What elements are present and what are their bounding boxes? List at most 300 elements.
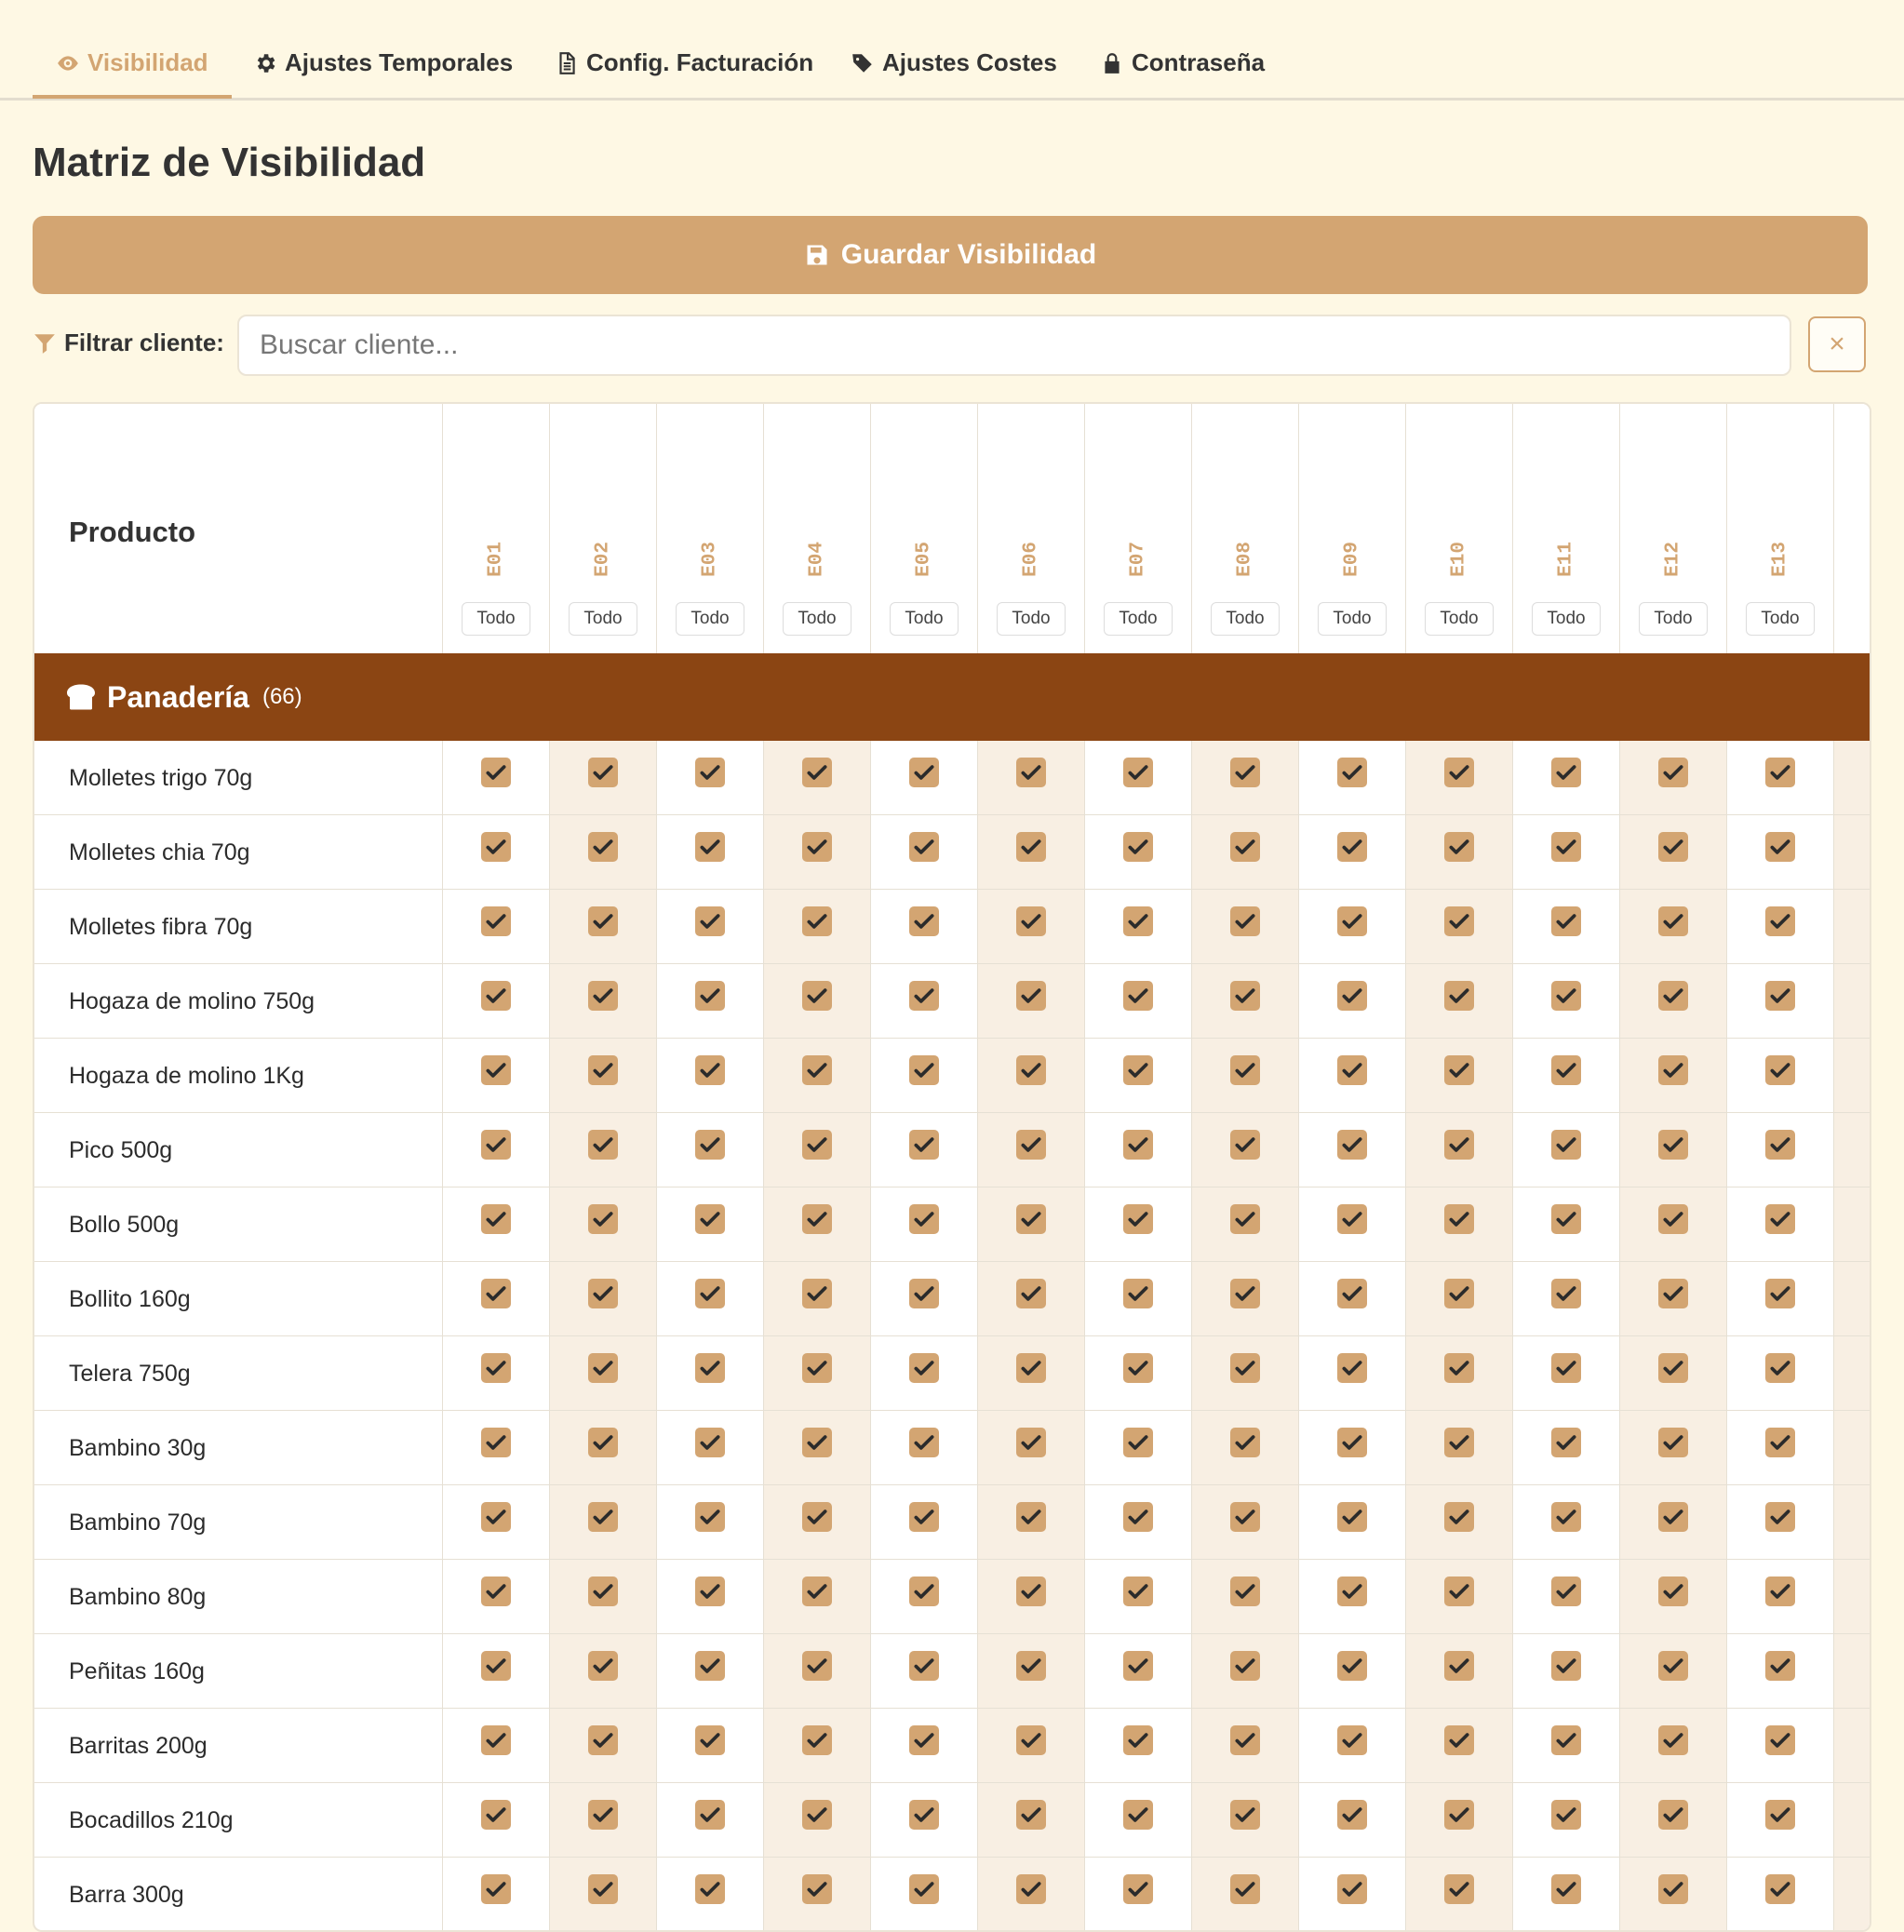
column-header-e03: [656, 404, 763, 653]
visibility-checkbox[interactable]: [909, 1279, 939, 1308]
product-name: Molletes trigo 70g: [69, 765, 253, 791]
visibility-checkbox[interactable]: [1551, 1204, 1581, 1234]
check-icon: [1768, 1430, 1792, 1455]
check-icon: [1661, 1505, 1685, 1529]
check-icon: [1340, 1877, 1364, 1901]
visibility-checkbox[interactable]: [1658, 832, 1688, 862]
visibility-checkbox[interactable]: [909, 1204, 939, 1234]
visibility-checkbox[interactable]: [1016, 1055, 1046, 1085]
visibility-checkbox[interactable]: [1016, 1279, 1046, 1308]
visibility-checkbox[interactable]: [1658, 1651, 1688, 1681]
visibility-checkbox[interactable]: [1123, 1279, 1153, 1308]
check-icon: [805, 1877, 829, 1901]
visibility-checkbox[interactable]: [802, 758, 832, 787]
visibility-checkbox[interactable]: [1765, 1576, 1795, 1606]
check-icon: [1019, 1505, 1043, 1529]
check-icon: [1233, 1877, 1257, 1901]
visibility-checkbox[interactable]: [1123, 906, 1153, 936]
visibility-checkbox[interactable]: [1551, 1502, 1581, 1532]
visibility-checkbox[interactable]: [695, 832, 725, 862]
check-icon: [912, 835, 936, 859]
visibility-checkbox[interactable]: [1016, 1576, 1046, 1606]
visibility-checkbox[interactable]: [1337, 758, 1367, 787]
visibility-checkbox[interactable]: [481, 1055, 511, 1085]
visibility-checkbox[interactable]: [1765, 832, 1795, 862]
check-icon: [1233, 1207, 1257, 1231]
check-icon: [1340, 1133, 1364, 1157]
visibility-checkbox[interactable]: [588, 906, 618, 936]
check-icon: [805, 1207, 829, 1231]
column-code: E02: [592, 542, 614, 577]
visibility-checkbox[interactable]: [481, 1353, 511, 1383]
visibility-checkbox[interactable]: [1551, 1651, 1581, 1681]
check-icon: [1554, 760, 1578, 785]
check-icon: [1661, 1728, 1685, 1752]
visibility-checkbox[interactable]: [695, 981, 725, 1011]
visibility-checkbox[interactable]: [1658, 1279, 1688, 1308]
check-icon: [1233, 1430, 1257, 1455]
visibility-checkbox[interactable]: [1230, 1800, 1260, 1830]
select-all-button[interactable]: Todo: [1532, 602, 1601, 636]
check-icon: [1340, 1058, 1364, 1082]
visibility-checkbox[interactable]: [1765, 1279, 1795, 1308]
visibility-checkbox[interactable]: [588, 1428, 618, 1457]
visibility-checkbox[interactable]: [1444, 832, 1474, 862]
visibility-checkbox[interactable]: [1123, 832, 1153, 862]
visibility-checkbox[interactable]: [481, 1428, 511, 1457]
visibility-checkbox[interactable]: [1230, 1204, 1260, 1234]
visibility-checkbox[interactable]: [1658, 1353, 1688, 1383]
visibility-checkbox[interactable]: [1123, 1353, 1153, 1383]
visibility-checkbox[interactable]: [588, 1055, 618, 1085]
visibility-checkbox[interactable]: [695, 1204, 725, 1234]
visibility-checkbox[interactable]: [1123, 758, 1153, 787]
visibility-checkbox[interactable]: [1444, 1651, 1474, 1681]
visibility-checkbox[interactable]: [1230, 1353, 1260, 1383]
visibility-checkbox[interactable]: [802, 1576, 832, 1606]
check-icon: [1661, 1654, 1685, 1678]
visibility-checkbox[interactable]: [1230, 1576, 1260, 1606]
visibility-checkbox[interactable]: [1765, 1502, 1795, 1532]
check-icon: [484, 1207, 508, 1231]
tab-ajustes-costes[interactable]: [851, 48, 1057, 77]
check-icon: [912, 1133, 936, 1157]
visibility-checkbox[interactable]: [481, 1651, 511, 1681]
visibility-checkbox[interactable]: [802, 1279, 832, 1308]
visibility-checkbox[interactable]: [695, 758, 725, 787]
visibility-checkbox[interactable]: [481, 1576, 511, 1606]
column-code: E07: [1127, 542, 1149, 577]
visibility-checkbox[interactable]: [481, 1204, 511, 1234]
check-icon: [1019, 1877, 1043, 1901]
visibility-checkbox[interactable]: [1123, 1055, 1153, 1085]
select-all-button[interactable]: Todo: [1318, 602, 1387, 636]
visibility-checkbox[interactable]: [909, 1800, 939, 1830]
visibility-checkbox[interactable]: [1658, 758, 1688, 787]
product-name: Bambino 70g: [69, 1509, 207, 1536]
visibility-checkbox[interactable]: [588, 1800, 618, 1830]
check-icon: [1554, 984, 1578, 1008]
visibility-checkbox[interactable]: [1551, 832, 1581, 862]
visibility-checkbox[interactable]: [588, 1576, 618, 1606]
check-icon: [912, 1728, 936, 1752]
visibility-checkbox[interactable]: [588, 1204, 618, 1234]
visibility-checkbox[interactable]: [1016, 1428, 1046, 1457]
visibility-checkbox[interactable]: [802, 1874, 832, 1904]
visibility-checkbox[interactable]: [1123, 1651, 1153, 1681]
check-icon: [1768, 760, 1792, 785]
visibility-checkbox[interactable]: [1444, 1874, 1474, 1904]
visibility-checkbox[interactable]: [1765, 1130, 1795, 1160]
check-icon: [1126, 760, 1150, 785]
client-search-input[interactable]: [237, 315, 1791, 376]
check-icon: [1233, 1579, 1257, 1603]
visibility-checkbox[interactable]: [1444, 981, 1474, 1011]
visibility-checkbox[interactable]: [1230, 1130, 1260, 1160]
check-icon: [1233, 1728, 1257, 1752]
visibility-checkbox[interactable]: [481, 1130, 511, 1160]
visibility-checkbox[interactable]: [695, 1279, 725, 1308]
visibility-checkbox[interactable]: [1230, 1874, 1260, 1904]
visibility-checkbox[interactable]: [1444, 1502, 1474, 1532]
visibility-checkbox[interactable]: [1016, 1725, 1046, 1755]
visibility-checkbox[interactable]: [1444, 1800, 1474, 1830]
visibility-checkbox[interactable]: [802, 1055, 832, 1085]
select-all-button[interactable]: Todo: [1639, 602, 1708, 636]
check-icon: [1126, 1133, 1150, 1157]
table-row: [34, 1113, 1870, 1187]
visibility-checkbox[interactable]: [1551, 1279, 1581, 1308]
visibility-checkbox[interactable]: [1551, 906, 1581, 936]
select-all-button[interactable]: Todo: [783, 602, 851, 636]
visibility-checkbox[interactable]: [695, 1800, 725, 1830]
visibility-checkbox[interactable]: [1016, 1353, 1046, 1383]
visibility-checkbox[interactable]: [481, 1725, 511, 1755]
visibility-checkbox[interactable]: [1123, 1800, 1153, 1830]
visibility-checkbox[interactable]: [1016, 1130, 1046, 1160]
select-all-button[interactable]: Todo: [1211, 602, 1280, 636]
category-row[interactable]: [34, 653, 1870, 741]
tab-config-facturacion[interactable]: [555, 48, 813, 77]
visibility-checkbox[interactable]: [802, 1502, 832, 1532]
visibility-checkbox[interactable]: [909, 1502, 939, 1532]
table-row: [34, 1411, 1870, 1485]
visibility-checkbox[interactable]: [695, 1353, 725, 1383]
visibility-checkbox[interactable]: [1658, 1055, 1688, 1085]
visibility-checkbox[interactable]: [1230, 1428, 1260, 1457]
visibility-checkbox[interactable]: [1551, 1800, 1581, 1830]
visibility-checkbox[interactable]: [1658, 981, 1688, 1011]
save-icon: [804, 242, 830, 268]
visibility-checkbox[interactable]: [481, 1279, 511, 1308]
visibility-checkbox[interactable]: [1765, 1204, 1795, 1234]
check-icon: [912, 760, 936, 785]
visibility-checkbox[interactable]: [1551, 1055, 1581, 1085]
select-all-button[interactable]: Todo: [997, 602, 1066, 636]
visibility-checkbox[interactable]: [588, 981, 618, 1011]
visibility-checkbox[interactable]: [695, 1130, 725, 1160]
select-all-button[interactable]: Todo: [569, 602, 637, 636]
table-row: [34, 1485, 1870, 1560]
check-icon: [1447, 1133, 1471, 1157]
visibility-checkbox[interactable]: [695, 1502, 725, 1532]
visibility-checkbox[interactable]: [1551, 1428, 1581, 1457]
visibility-checkbox[interactable]: [1230, 1055, 1260, 1085]
visibility-checkbox[interactable]: [802, 832, 832, 862]
visibility-checkbox[interactable]: [1658, 1800, 1688, 1830]
visibility-checkbox[interactable]: [1016, 981, 1046, 1011]
visibility-checkbox[interactable]: [1016, 1800, 1046, 1830]
visibility-checkbox[interactable]: [1337, 1130, 1367, 1160]
visibility-checkbox[interactable]: [481, 832, 511, 862]
visibility-checkbox[interactable]: [1123, 1576, 1153, 1606]
visibility-checkbox[interactable]: [1658, 1428, 1688, 1457]
table-row: [34, 1634, 1870, 1709]
visibility-checkbox[interactable]: [1230, 832, 1260, 862]
visibility-checkbox[interactable]: [802, 981, 832, 1011]
check-icon: [698, 984, 722, 1008]
tab-label: Contraseña: [1132, 48, 1266, 76]
visibility-checkbox[interactable]: [1337, 1800, 1367, 1830]
product-name: Barra 300g: [69, 1882, 184, 1908]
visibility-checkbox[interactable]: [1123, 981, 1153, 1011]
column-code: E12: [1662, 542, 1684, 577]
visibility-checkbox[interactable]: [1658, 1725, 1688, 1755]
visibility-checkbox[interactable]: [1765, 1800, 1795, 1830]
visibility-checkbox[interactable]: [481, 1800, 511, 1830]
check-icon: [484, 1579, 508, 1603]
visibility-checkbox[interactable]: [1765, 1725, 1795, 1755]
visibility-checkbox[interactable]: [1444, 1055, 1474, 1085]
check-icon: [591, 1207, 615, 1231]
visibility-checkbox[interactable]: [1444, 1279, 1474, 1308]
visibility-checkbox[interactable]: [1016, 1874, 1046, 1904]
visibility-checkbox[interactable]: [481, 981, 511, 1011]
visibility-checkbox[interactable]: [1444, 1130, 1474, 1160]
visibility-checkbox[interactable]: [1765, 981, 1795, 1011]
select-all-button[interactable]: Todo: [1104, 602, 1173, 636]
check-icon: [1126, 1728, 1150, 1752]
visibility-checkbox[interactable]: [802, 1800, 832, 1830]
visibility-checkbox[interactable]: [588, 1353, 618, 1383]
visibility-checkbox[interactable]: [909, 758, 939, 787]
visibility-checkbox[interactable]: [909, 1725, 939, 1755]
visibility-checkbox[interactable]: [802, 1725, 832, 1755]
visibility-checkbox[interactable]: [1444, 1204, 1474, 1234]
visibility-checkbox[interactable]: [1658, 1130, 1688, 1160]
visibility-checkbox[interactable]: [1551, 981, 1581, 1011]
select-all-button[interactable]: Todo: [890, 602, 959, 636]
visibility-checkbox[interactable]: [695, 906, 725, 936]
visibility-checkbox[interactable]: [1444, 906, 1474, 936]
visibility-checkbox[interactable]: [481, 1874, 511, 1904]
visibility-checkbox[interactable]: [1230, 1279, 1260, 1308]
visibility-checkbox[interactable]: [1230, 906, 1260, 936]
visibility-checkbox[interactable]: [802, 1130, 832, 1160]
visibility-checkbox[interactable]: [802, 1428, 832, 1457]
visibility-checkbox[interactable]: [695, 1428, 725, 1457]
visibility-checkbox[interactable]: [1337, 1055, 1367, 1085]
visibility-checkbox[interactable]: [695, 1651, 725, 1681]
visibility-checkbox[interactable]: [588, 1279, 618, 1308]
visibility-checkbox[interactable]: [1658, 1502, 1688, 1532]
check-icon: [1340, 1728, 1364, 1752]
visibility-checkbox[interactable]: [481, 906, 511, 936]
visibility-checkbox[interactable]: [1444, 1725, 1474, 1755]
save-visibility-button[interactable]: [33, 216, 1868, 294]
visibility-checkbox[interactable]: [1337, 1353, 1367, 1383]
visibility-checkbox[interactable]: [1765, 1428, 1795, 1457]
check-icon: [1233, 1505, 1257, 1529]
visibility-checkbox[interactable]: [1444, 1576, 1474, 1606]
check-icon: [591, 760, 615, 785]
visibility-checkbox[interactable]: [1658, 1874, 1688, 1904]
check-icon: [1340, 1654, 1364, 1678]
visibility-checkbox[interactable]: [1551, 1874, 1581, 1904]
visibility-checkbox[interactable]: [481, 758, 511, 787]
visibility-checkbox[interactable]: [588, 1725, 618, 1755]
check-icon: [1126, 1207, 1150, 1231]
visibility-checkbox[interactable]: [588, 832, 618, 862]
visibility-checkbox[interactable]: [1123, 1725, 1153, 1755]
visibility-checkbox[interactable]: [909, 1353, 939, 1383]
visibility-checkbox[interactable]: [1123, 1502, 1153, 1532]
tab-contrasena[interactable]: [1100, 48, 1265, 77]
check-icon: [591, 1430, 615, 1455]
select-all-button[interactable]: Todo: [676, 602, 744, 636]
check-icon: [1126, 1579, 1150, 1603]
visibility-checkbox[interactable]: [802, 906, 832, 936]
tab-bar: [0, 0, 1904, 101]
visibility-checkbox[interactable]: [1337, 906, 1367, 936]
active-tab-indicator: [33, 95, 232, 99]
visibility-checkbox[interactable]: [1230, 1502, 1260, 1532]
category-count: (66): [261, 684, 302, 709]
check-icon: [1554, 1728, 1578, 1752]
visibility-checkbox[interactable]: [909, 1651, 939, 1681]
visibility-checkbox[interactable]: [1551, 1725, 1581, 1755]
visibility-checkbox[interactable]: [1551, 758, 1581, 787]
visibility-checkbox[interactable]: [1444, 1428, 1474, 1457]
visibility-checkbox[interactable]: [1123, 1130, 1153, 1160]
visibility-checkbox[interactable]: [802, 1204, 832, 1234]
visibility-checkbox[interactable]: [1016, 1204, 1046, 1234]
select-all-button[interactable]: Todo: [1746, 602, 1815, 636]
table-row: [34, 815, 1870, 890]
visibility-checkbox[interactable]: [1337, 981, 1367, 1011]
visibility-checkbox[interactable]: [1551, 1576, 1581, 1606]
table-row: [34, 964, 1870, 1039]
table-row: [34, 1262, 1870, 1336]
visibility-checkbox[interactable]: [1123, 1204, 1153, 1234]
check-icon: [1768, 1207, 1792, 1231]
visibility-checkbox[interactable]: [909, 981, 939, 1011]
visibility-checkbox[interactable]: [1123, 1874, 1153, 1904]
visibility-checkbox[interactable]: [1123, 1428, 1153, 1457]
visibility-checkbox[interactable]: [1016, 758, 1046, 787]
visibility-checkbox[interactable]: [588, 1130, 618, 1160]
visibility-checkbox[interactable]: [1230, 981, 1260, 1011]
visibility-checkbox[interactable]: [1765, 1353, 1795, 1383]
visibility-checkbox[interactable]: [1337, 1576, 1367, 1606]
check-icon: [1447, 1281, 1471, 1306]
visibility-checkbox[interactable]: [909, 906, 939, 936]
table-row: [34, 1039, 1870, 1113]
check-icon: [1340, 1505, 1364, 1529]
check-icon: [1233, 1803, 1257, 1827]
visibility-checkbox[interactable]: [1765, 906, 1795, 936]
check-icon: [698, 1356, 722, 1380]
visibility-checkbox[interactable]: [1337, 1428, 1367, 1457]
tab-ajustes-temporales[interactable]: [253, 48, 513, 77]
column-header-e11: [1512, 404, 1619, 653]
select-all-button[interactable]: Todo: [1425, 602, 1494, 636]
visibility-checkbox[interactable]: [1658, 1204, 1688, 1234]
check-icon: [591, 1654, 615, 1678]
visibility-checkbox[interactable]: [1337, 1651, 1367, 1681]
visibility-checkbox[interactable]: [1016, 832, 1046, 862]
visibility-checkbox[interactable]: [695, 1576, 725, 1606]
visibility-checkbox[interactable]: [1551, 1353, 1581, 1383]
visibility-checkbox[interactable]: [588, 1502, 618, 1532]
visibility-checkbox[interactable]: [1016, 1651, 1046, 1681]
visibility-checkbox[interactable]: [1551, 1130, 1581, 1160]
visibility-checkbox[interactable]: [481, 1502, 511, 1532]
visibility-checkbox[interactable]: [588, 1874, 618, 1904]
check-icon: [1768, 984, 1792, 1008]
visibility-checkbox[interactable]: [909, 1130, 939, 1160]
visibility-checkbox[interactable]: [588, 1651, 618, 1681]
check-icon: [698, 1877, 722, 1901]
visibility-checkbox[interactable]: [909, 1874, 939, 1904]
visibility-checkbox[interactable]: [588, 758, 618, 787]
visibility-checkbox[interactable]: [1765, 1874, 1795, 1904]
visibility-checkbox[interactable]: [1444, 758, 1474, 787]
visibility-checkbox[interactable]: [1230, 1651, 1260, 1681]
visibility-checkbox[interactable]: [1337, 832, 1367, 862]
visibility-checkbox[interactable]: [1765, 1055, 1795, 1085]
visibility-checkbox[interactable]: [1337, 1204, 1367, 1234]
product-name: Pico 500g: [69, 1137, 173, 1163]
visibility-checkbox[interactable]: [1444, 1353, 1474, 1383]
tab-visibilidad[interactable]: [56, 48, 208, 77]
visibility-checkbox[interactable]: [695, 1725, 725, 1755]
visibility-checkbox[interactable]: [909, 1576, 939, 1606]
visibility-checkbox[interactable]: [909, 1428, 939, 1457]
visibility-checkbox[interactable]: [1765, 758, 1795, 787]
visibility-checkbox[interactable]: [1658, 1576, 1688, 1606]
visibility-checkbox[interactable]: [909, 1055, 939, 1085]
visibility-checkbox[interactable]: [802, 1353, 832, 1383]
visibility-checkbox[interactable]: [1337, 1874, 1367, 1904]
clear-filter-button[interactable]: ×: [1808, 316, 1866, 372]
visibility-checkbox[interactable]: [909, 832, 939, 862]
visibility-checkbox[interactable]: [695, 1874, 725, 1904]
visibility-checkbox[interactable]: [695, 1055, 725, 1085]
visibility-checkbox[interactable]: [1658, 906, 1688, 936]
visibility-checkbox[interactable]: [1337, 1725, 1367, 1755]
visibility-checkbox[interactable]: [1337, 1279, 1367, 1308]
visibility-checkbox[interactable]: [1337, 1502, 1367, 1532]
select-all-button[interactable]: Todo: [462, 602, 530, 636]
product-name: Hogaza de molino 750g: [69, 988, 315, 1014]
visibility-checkbox[interactable]: [1016, 906, 1046, 936]
visibility-checkbox[interactable]: [1016, 1502, 1046, 1532]
visibility-checkbox[interactable]: [802, 1651, 832, 1681]
visibility-checkbox[interactable]: [1230, 1725, 1260, 1755]
visibility-checkbox[interactable]: [1230, 758, 1260, 787]
visibility-checkbox[interactable]: [1765, 1651, 1795, 1681]
